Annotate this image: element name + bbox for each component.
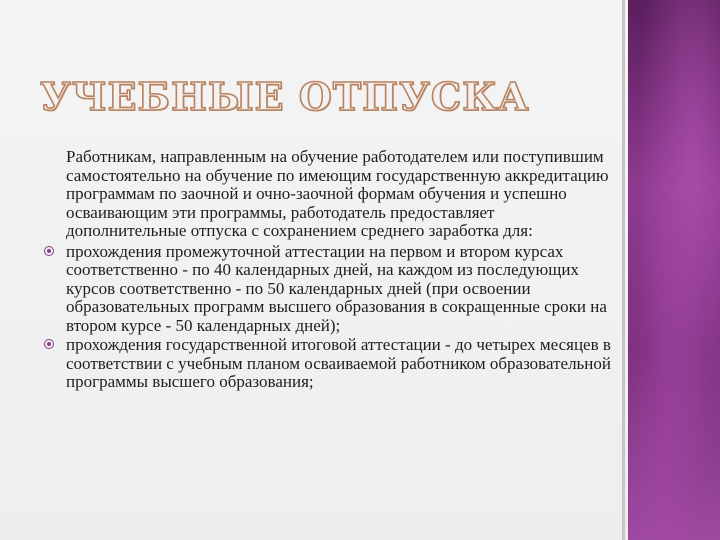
circle-bullet-icon — [44, 339, 54, 349]
list-item — [44, 243, 614, 336]
slide-title: УЧЕБНЫЕ ОТПУСКА — [40, 74, 530, 119]
decorative-side-band — [628, 0, 720, 540]
slide-content — [44, 148, 614, 393]
list-item-text: прохождения государственной итоговой аттестации - до четырех месяцев в соответствии с учебным планом осваиваемой работником образовательной программы высшего образования; — [66, 335, 611, 391]
list-item-text: прохождения промежуточной аттестации на первом и втором курсах соответственно - по 40 календарных дней, на каждом из последующих курсов соответственно - по 50 календарных дней (при освоении образовательных программ высшего образования в сокращенные сроки на втором курсе - 50 календарных дней); — [66, 241, 607, 335]
list-item — [44, 336, 614, 392]
intro-paragraph: Работникам, направленным на обучение работодателем или поступившим самостоятельно на обучение по имеющим государственную аккредитацию программам по заочной и очно-заочной формам обучения и успешно осваивающим эти программы, работодатель предоставляет дополнительные отпуска с сохранением среднего заработка для: — [66, 147, 609, 240]
side-divider — [622, 0, 625, 540]
circle-bullet-icon — [44, 246, 54, 256]
